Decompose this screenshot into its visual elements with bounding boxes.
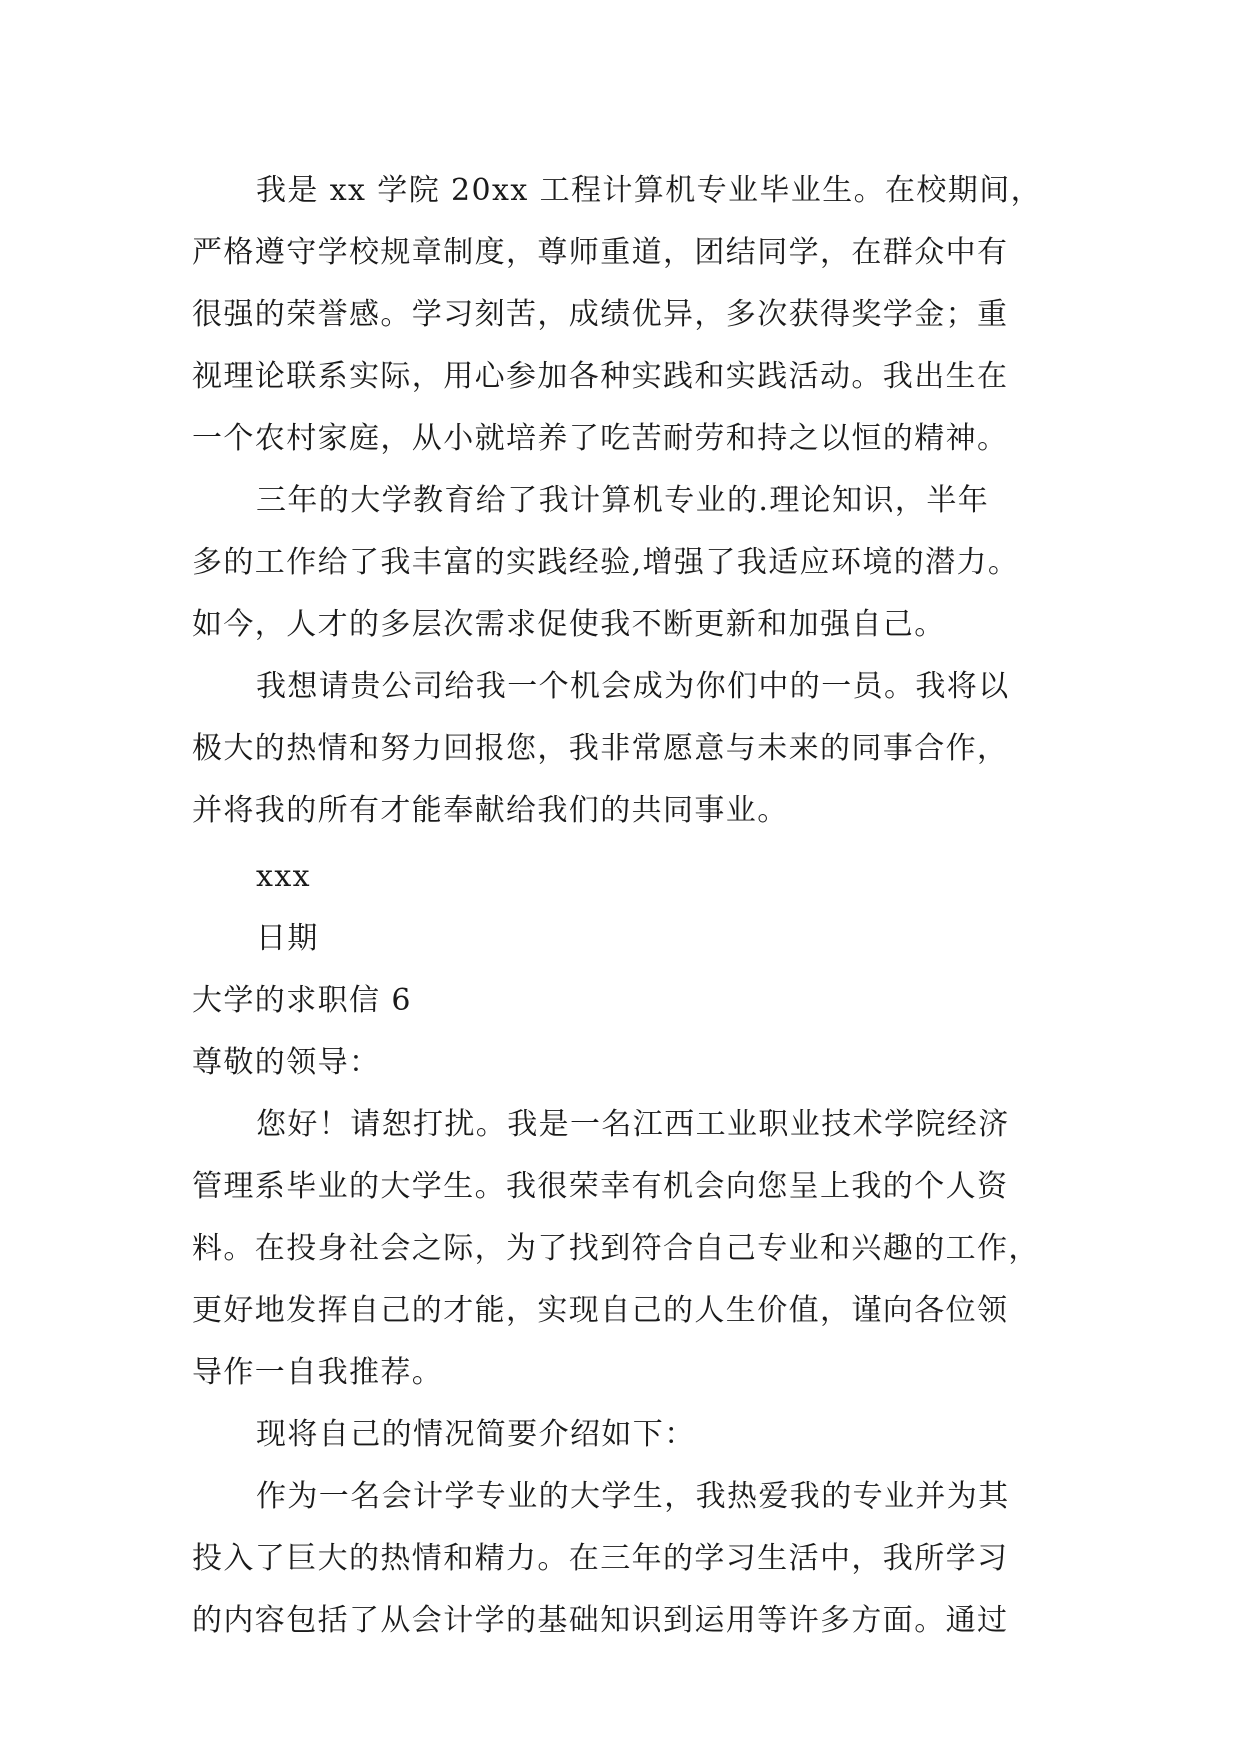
intro-line: 现将自己的情况简要介绍如下： [256, 1417, 696, 1452]
text-line: 投入了巨大的热情和精力。在三年的学习生活中，我所学习 [192, 1541, 1009, 1576]
text-line: 很强的荣誉感。学习刻苦，成绩优异，多次获得奖学金；重 [192, 297, 1009, 332]
paragraph-request [192, 656, 1072, 842]
paragraph-greeting [192, 1094, 1072, 1404]
text-line: 导作一自我推荐。 [192, 1355, 444, 1390]
text-line: 多的工作给了我丰富的实践经验,增强了我适应环境的潜力。 [192, 545, 1020, 580]
text-line: 更好地发挥自己的才能，实现自己的人生价值，谨向各位领 [192, 1293, 1009, 1328]
text-line: 如今，人才的多层次需求促使我不断更新和加强自己。 [192, 607, 946, 642]
salutation: 尊敬的领导： [192, 1045, 381, 1080]
paragraph-major [192, 1466, 1072, 1652]
text-line: 我想请贵公司给我一个机会成为你们中的一员。我将以 [256, 669, 1010, 704]
text-line: 的内容包括了从会计学的基础知识到运用等许多方面。通过 [192, 1603, 1009, 1638]
signature-name: xxx [256, 859, 311, 894]
text-line: 您好！请恕打扰。我是一名江西工业职业技术学院经济 [256, 1107, 1010, 1142]
text-line: 作为一名会计学专业的大学生，我热爱我的专业并为其 [256, 1479, 1010, 1514]
text-line: 料。在投身社会之际，为了找到符合自己专业和兴趣的工作， [192, 1231, 1040, 1266]
paragraph-self-intro [192, 160, 1072, 470]
signature-date: 日期 [256, 921, 319, 956]
text-line: 管理系毕业的大学生。我很荣幸有机会向您呈上我的个人资 [192, 1169, 1009, 1204]
text-line: 我是 xx 学院 20xx 工程计算机专业毕业生。在校期间， [256, 173, 1042, 208]
document-body [192, 160, 1072, 1652]
text-line: 一个农村家庭，从小就培养了吃苦耐劳和持之以恒的精神。 [192, 421, 1009, 456]
section-heading: 大学的求职信 6 [192, 983, 412, 1018]
text-line: 并将我的所有才能奉献给我们的共同事业。 [192, 793, 789, 828]
text-line: 严格遵守学校规章制度，尊师重道，团结同学，在群众中有 [192, 235, 1009, 270]
text-line: 视理论联系实际，用心参加各种实践和实践活动。我出生在 [192, 359, 1009, 394]
paragraph-education [192, 470, 1072, 656]
text-line: 极大的热情和努力回报您，我非常愿意与未来的同事合作， [192, 731, 1009, 766]
text-line: 三年的大学教育给了我计算机专业的.理论知识，半年 [256, 483, 990, 518]
